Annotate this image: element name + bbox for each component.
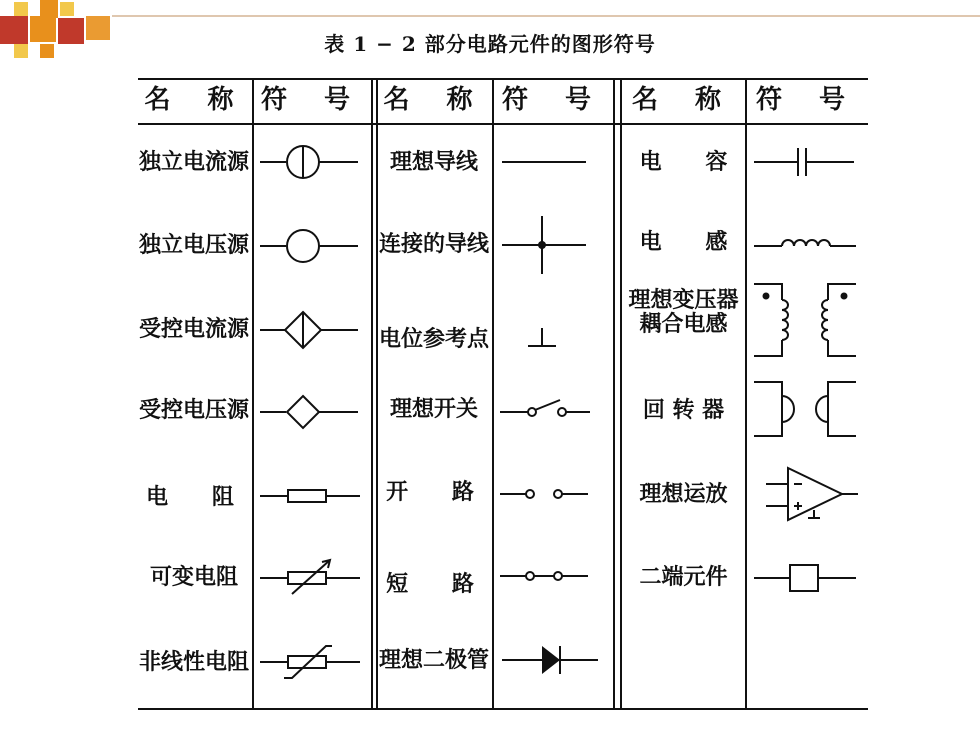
label-nonlinear-resistor: 非线性电阻	[138, 649, 249, 676]
voltage-source-symbol	[254, 224, 370, 268]
controlled-voltage-source-symbol	[254, 390, 370, 434]
label-ideal-op-amp: 理想运放	[639, 481, 728, 508]
connected-wire-symbol	[494, 212, 612, 278]
label-controlled-current-source: 受控电流源	[138, 316, 249, 343]
label-ideal-diode: 理想二极管	[378, 647, 489, 674]
header-name: 名 称	[144, 85, 248, 116]
controlled-current-source-symbol	[254, 308, 370, 352]
label-independent-voltage-source: 独立电压源	[138, 232, 249, 259]
bottom-rule	[138, 708, 868, 710]
header-name: 名 称	[631, 85, 736, 116]
open-circuit-symbol	[494, 472, 612, 516]
current-source-symbol	[254, 140, 370, 184]
variable-resistor-symbol	[254, 556, 370, 600]
label-open-circuit: 开 路	[386, 479, 492, 506]
label-connected-wire: 连接的导线	[378, 231, 489, 258]
two-terminal-element-symbol	[748, 556, 866, 600]
header-symbol: 符 号	[260, 85, 365, 116]
label-capacitor: 电 容	[639, 149, 746, 176]
nonlinear-resistor-symbol	[254, 640, 370, 684]
label-resistor: 电 阻	[146, 484, 252, 511]
op-amp-symbol	[748, 460, 866, 530]
header-rule	[112, 15, 980, 17]
ideal-wire-symbol	[494, 140, 612, 184]
reference-point-symbol	[494, 318, 612, 362]
label-ideal-wire: 理想导线	[389, 149, 478, 176]
header-symbol: 符 号	[501, 85, 606, 116]
table-title: 表 1 − 2 部分电路元件的图形符号	[324, 32, 656, 56]
ideal-diode-symbol	[494, 638, 612, 682]
ideal-switch-symbol	[494, 390, 612, 434]
inductor-symbol	[748, 222, 866, 266]
label-variable-resistor: 可变电阻	[149, 564, 238, 591]
gyrator-symbol	[748, 376, 866, 446]
label-coupled-inductor: 耦合电感	[639, 311, 728, 338]
label-gyrator: 回 转 器	[642, 397, 725, 424]
label-reference-point: 电位参考点	[378, 326, 489, 353]
label-short-circuit: 短 路	[386, 571, 492, 598]
divider	[613, 78, 615, 710]
header-rule-bottom	[138, 123, 868, 125]
header-name: 名 称	[383, 85, 487, 116]
short-circuit-symbol	[494, 554, 612, 598]
label-ideal-switch: 理想开关	[389, 396, 478, 423]
header-symbol: 符 号	[755, 85, 860, 116]
label-two-terminal-element: 二端元件	[639, 564, 728, 591]
resistor-symbol	[254, 474, 370, 518]
label-ideal-transformer: 理想变压器	[628, 287, 739, 314]
transformer-symbol	[748, 280, 866, 364]
label-inductor: 电 感	[639, 229, 746, 256]
label-controlled-voltage-source: 受控电压源	[138, 397, 249, 424]
divider	[371, 78, 373, 710]
capacitor-symbol	[748, 140, 866, 184]
label-independent-current-source: 独立电流源	[138, 149, 249, 176]
